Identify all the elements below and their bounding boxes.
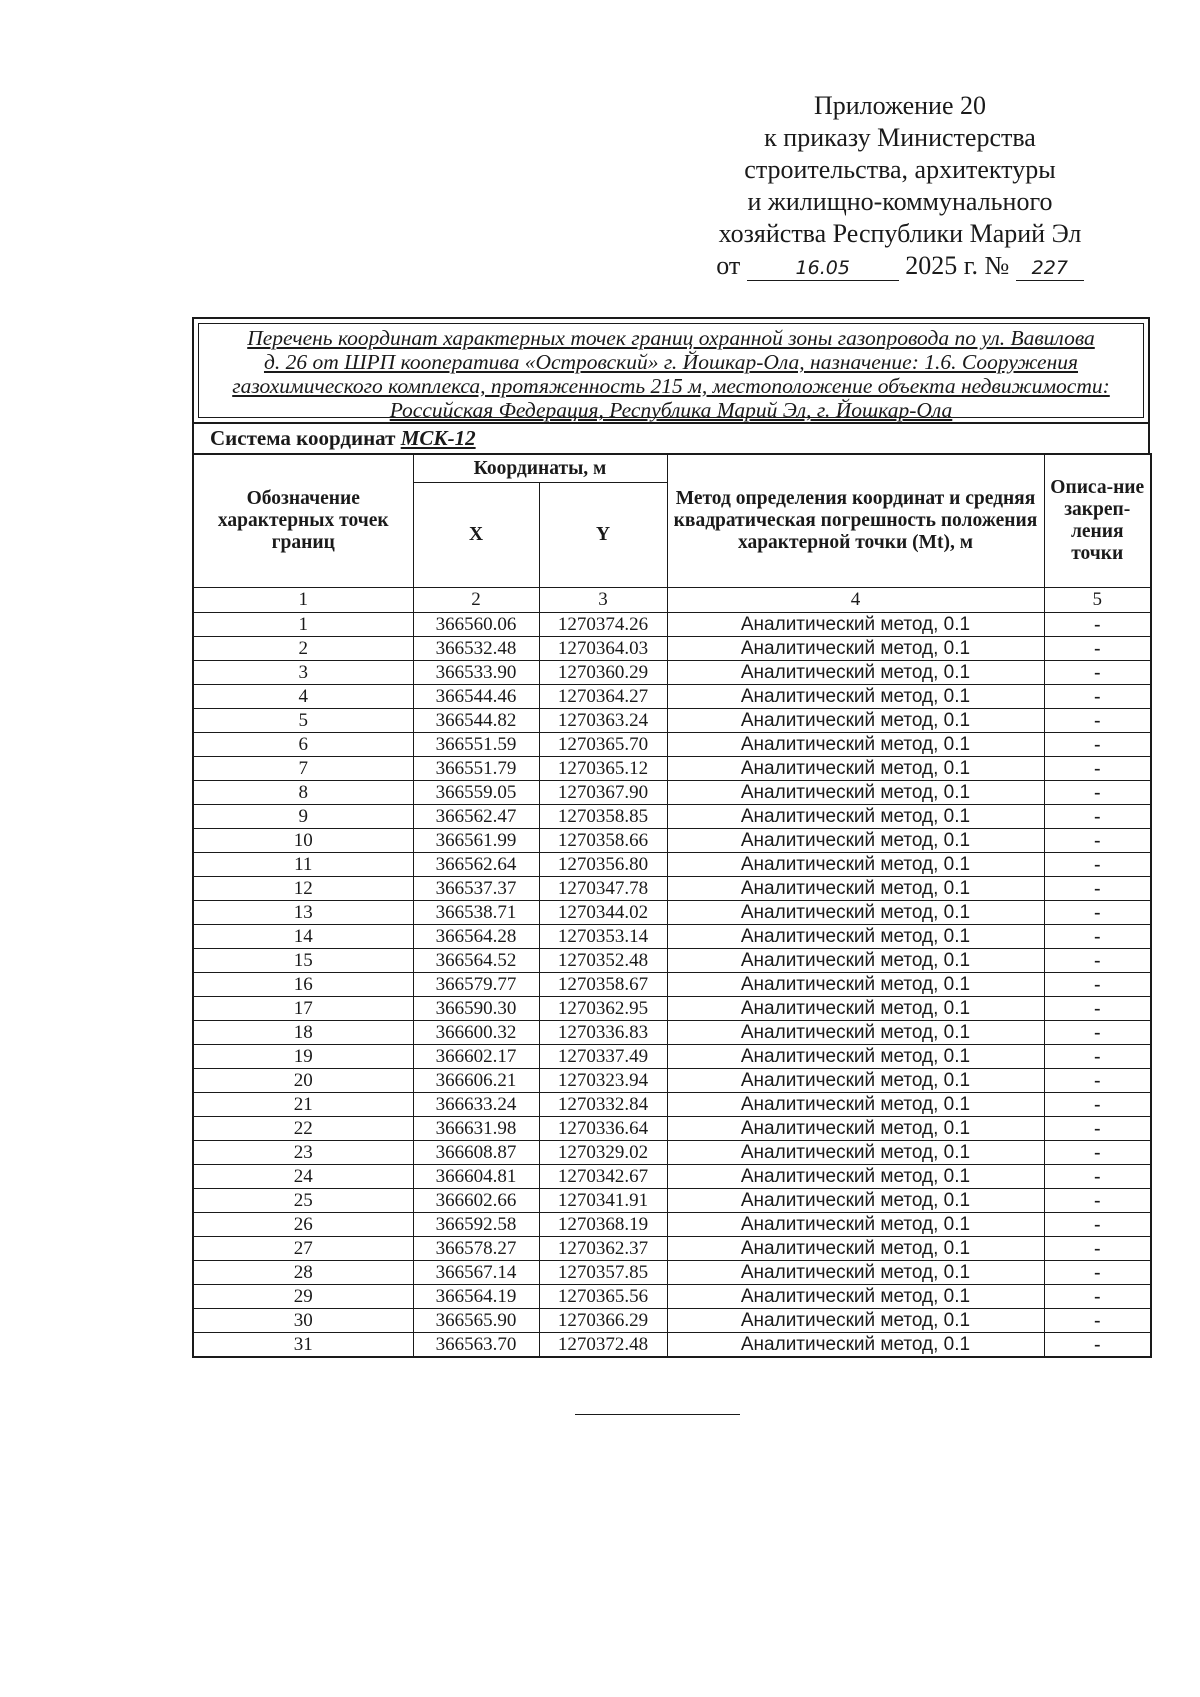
cell-x: 366559.05 [413,781,539,805]
cell-method: Аналитический метод, 0.1 [667,661,1044,685]
table-row [193,901,1151,925]
cell-x: 366604.81 [413,1165,539,1189]
cell-x: 366551.79 [413,757,539,781]
column-number: 3 [539,588,667,613]
table-row [193,949,1151,973]
cell-y: 1270329.02 [539,1141,667,1165]
cell-point: 14 [193,925,413,949]
header-coordinates: Координаты, м [413,454,667,483]
cell-y: 1270367.90 [539,781,667,805]
cell-point: 15 [193,949,413,973]
cell-method: Аналитический метод, 0.1 [667,1237,1044,1261]
table-row [193,1045,1151,1069]
order-line: к приказу Министерства [764,123,1036,152]
cell-method: Аналитический метод, 0.1 [667,805,1044,829]
cell-description: - [1044,829,1151,853]
cell-y: 1270337.49 [539,1045,667,1069]
cell-description: - [1044,1189,1151,1213]
cell-x: 366537.37 [413,877,539,901]
cell-y: 1270374.26 [539,613,667,637]
table-row [193,853,1151,877]
cell-method: Аналитический метод, 0.1 [667,1021,1044,1045]
cell-method: Аналитический метод, 0.1 [667,877,1044,901]
cell-y: 1270344.02 [539,901,667,925]
cell-x: 366551.59 [413,733,539,757]
cell-y: 1270323.94 [539,1069,667,1093]
ministry-line-3: хозяйства Республики Марий Эл [718,219,1082,248]
cell-x: 366565.90 [413,1309,539,1333]
cell-x: 366562.47 [413,805,539,829]
table-row [193,757,1151,781]
table-row [193,661,1151,685]
cell-description: - [1044,1117,1151,1141]
cell-x: 366538.71 [413,901,539,925]
header-point-designation: Обозначение характерных точек границ [193,454,413,588]
cell-description: - [1044,997,1151,1021]
table-row [193,1213,1151,1237]
table-row [193,997,1151,1021]
cell-description: - [1044,1309,1151,1333]
table-row [193,1333,1151,1358]
cell-point: 19 [193,1045,413,1069]
cell-method: Аналитический метод, 0.1 [667,1261,1044,1285]
cell-method: Аналитический метод, 0.1 [667,925,1044,949]
cell-point: 6 [193,733,413,757]
cell-point: 21 [193,1093,413,1117]
cell-x: 366562.64 [413,853,539,877]
cell-point: 8 [193,781,413,805]
header-x: X [413,483,539,588]
cell-method: Аналитический метод, 0.1 [667,1309,1044,1333]
year-label: 2025 г. № [905,251,1010,280]
cell-description: - [1044,1093,1151,1117]
coordinate-system-label: Система координат [210,426,396,450]
cell-method: Аналитический метод, 0.1 [667,637,1044,661]
cell-y: 1270365.56 [539,1285,667,1309]
cell-method: Аналитический метод, 0.1 [667,757,1044,781]
table-row [193,1165,1151,1189]
cell-y: 1270353.14 [539,925,667,949]
cell-y: 1270342.67 [539,1165,667,1189]
cell-description: - [1044,877,1151,901]
cell-y: 1270360.29 [539,661,667,685]
table-row [193,1069,1151,1093]
cell-y: 1270341.91 [539,1189,667,1213]
cell-description: - [1044,1213,1151,1237]
title-line-3: газохимического комплекса, протяженность 215 м, местоположение объекта недвижимости: [232,374,1110,398]
table-row [193,1189,1151,1213]
cell-point: 26 [193,1213,413,1237]
cell-y: 1270347.78 [539,877,667,901]
cell-y: 1270362.37 [539,1237,667,1261]
cell-method: Аналитический метод, 0.1 [667,685,1044,709]
end-divider [575,1414,740,1415]
cell-y: 1270364.27 [539,685,667,709]
cell-method: Аналитический метод, 0.1 [667,949,1044,973]
cell-description: - [1044,733,1151,757]
column-number: 2 [413,588,539,613]
table-row [193,877,1151,901]
order-date-line [690,250,1110,282]
coordinate-system-row [192,424,1150,453]
table-row [193,1285,1151,1309]
table-row [193,925,1151,949]
table-row [193,637,1151,661]
cell-y: 1270358.67 [539,973,667,997]
cell-description: - [1044,1021,1151,1045]
cell-method: Аналитический метод, 0.1 [667,1213,1044,1237]
cell-method: Аналитический метод, 0.1 [667,1093,1044,1117]
table-row [193,1021,1151,1045]
cell-y: 1270332.84 [539,1093,667,1117]
cell-description: - [1044,1069,1151,1093]
cell-description: - [1044,1165,1151,1189]
cell-description: - [1044,901,1151,925]
cell-method: Аналитический метод, 0.1 [667,1189,1044,1213]
cell-description: - [1044,925,1151,949]
ministry-line-2: и жилищно-коммунального [747,187,1053,216]
table-row [193,781,1151,805]
cell-x: 366564.52 [413,949,539,973]
cell-method: Аналитический метод, 0.1 [667,829,1044,853]
cell-y: 1270366.29 [539,1309,667,1333]
cell-point: 2 [193,637,413,661]
cell-x: 366560.06 [413,613,539,637]
cell-description: - [1044,661,1151,685]
cell-point: 17 [193,997,413,1021]
table-row [193,1117,1151,1141]
cell-x: 366533.90 [413,661,539,685]
cell-y: 1270365.12 [539,757,667,781]
table-row [193,1093,1151,1117]
cell-x: 366561.99 [413,829,539,853]
cell-y: 1270336.83 [539,1021,667,1045]
cell-description: - [1044,1237,1151,1261]
cell-x: 366544.82 [413,709,539,733]
cell-method: Аналитический метод, 0.1 [667,1285,1044,1309]
cell-method: Аналитический метод, 0.1 [667,1165,1044,1189]
order-date-handwritten: 16.05 [747,256,899,281]
cell-point: 23 [193,1141,413,1165]
cell-point: 30 [193,1309,413,1333]
cell-method: Аналитический метод, 0.1 [667,613,1044,637]
cell-description: - [1044,613,1151,637]
column-number: 5 [1044,588,1151,613]
cell-description: - [1044,853,1151,877]
cell-description: - [1044,1141,1151,1165]
cell-method: Аналитический метод, 0.1 [667,1333,1044,1358]
cell-point: 12 [193,877,413,901]
table-row [193,1309,1151,1333]
cell-point: 27 [193,1237,413,1261]
document-title [198,323,1144,422]
cell-method: Аналитический метод, 0.1 [667,997,1044,1021]
cell-y: 1270363.24 [539,709,667,733]
cell-description: - [1044,1261,1151,1285]
cell-description: - [1044,781,1151,805]
cell-x: 366602.17 [413,1045,539,1069]
table-row [193,685,1151,709]
cell-point: 22 [193,1117,413,1141]
cell-point: 7 [193,757,413,781]
cell-point: 3 [193,661,413,685]
cell-description: - [1044,973,1151,997]
cell-point: 9 [193,805,413,829]
cell-x: 366567.14 [413,1261,539,1285]
cell-y: 1270364.03 [539,637,667,661]
coordinate-system-value: МСК-12 [400,426,476,450]
header-method: Метод определения координат и средняя квадратическая погрешность положения характерной точки (Mt), м [667,454,1044,588]
cell-x: 366608.87 [413,1141,539,1165]
cell-method: Аналитический метод, 0.1 [667,733,1044,757]
cell-x: 366606.21 [413,1069,539,1093]
column-number: 4 [667,588,1044,613]
from-label: от [716,251,741,280]
cell-point: 25 [193,1189,413,1213]
cell-point: 5 [193,709,413,733]
cell-description: - [1044,1285,1151,1309]
cell-y: 1270365.70 [539,733,667,757]
cell-method: Аналитический метод, 0.1 [667,1069,1044,1093]
title-line-4: Российская Федерация, Республика Марий Эл, г. Йошкар-Ола [389,398,953,422]
cell-description: - [1044,805,1151,829]
cell-x: 366563.70 [413,1333,539,1358]
cell-x: 366578.27 [413,1237,539,1261]
cell-x: 366631.98 [413,1117,539,1141]
cell-point: 4 [193,685,413,709]
cell-x: 366590.30 [413,997,539,1021]
cell-description: - [1044,637,1151,661]
coordinates-table [192,453,1152,1358]
cell-x: 366592.58 [413,1213,539,1237]
cell-y: 1270358.66 [539,829,667,853]
cell-point: 28 [193,1261,413,1285]
cell-point: 29 [193,1285,413,1309]
cell-description: - [1044,1333,1151,1358]
cell-point: 13 [193,901,413,925]
cell-point: 31 [193,1333,413,1358]
cell-y: 1270358.85 [539,805,667,829]
cell-method: Аналитический метод, 0.1 [667,709,1044,733]
table-row [193,829,1151,853]
ministry-line-1: строительства, архитектуры [744,155,1056,184]
cell-x: 366602.66 [413,1189,539,1213]
cell-description: - [1044,949,1151,973]
cell-y: 1270336.64 [539,1117,667,1141]
cell-y: 1270362.95 [539,997,667,1021]
cell-x: 366564.19 [413,1285,539,1309]
cell-y: 1270356.80 [539,853,667,877]
cell-method: Аналитический метод, 0.1 [667,901,1044,925]
table-row [193,1261,1151,1285]
cell-method: Аналитический метод, 0.1 [667,1045,1044,1069]
appendix-title: Приложение 20 [813,91,987,120]
cell-description: - [1044,709,1151,733]
cell-method: Аналитический метод, 0.1 [667,1117,1044,1141]
cell-point: 16 [193,973,413,997]
appendix-header [690,90,1110,282]
table-row [193,1237,1151,1261]
cell-x: 366564.28 [413,925,539,949]
cell-point: 24 [193,1165,413,1189]
cell-description: - [1044,757,1151,781]
column-numbers-row [193,588,1151,613]
table-row [193,613,1151,637]
order-number-handwritten: 227 [1016,256,1084,281]
document-title-box [192,317,1150,424]
title-line-2: д. 26 от ШРП кооператива «Островский» г. Йошкар-Ола, назначение: 1.6. Сооружения [263,350,1079,374]
cell-y: 1270372.48 [539,1333,667,1358]
table-row [193,709,1151,733]
cell-method: Аналитический метод, 0.1 [667,973,1044,997]
cell-x: 366532.48 [413,637,539,661]
cell-x: 366544.46 [413,685,539,709]
header-y: Y [539,483,667,588]
cell-y: 1270357.85 [539,1261,667,1285]
cell-x: 366633.24 [413,1093,539,1117]
cell-point: 18 [193,1021,413,1045]
table-row [193,1141,1151,1165]
cell-x: 366579.77 [413,973,539,997]
cell-y: 1270352.48 [539,949,667,973]
cell-point: 10 [193,829,413,853]
table-row [193,805,1151,829]
table-row [193,973,1151,997]
cell-description: - [1044,1045,1151,1069]
column-number: 1 [193,588,413,613]
cell-method: Аналитический метод, 0.1 [667,1141,1044,1165]
cell-point: 20 [193,1069,413,1093]
cell-method: Аналитический метод, 0.1 [667,781,1044,805]
table-row [193,733,1151,757]
cell-point: 11 [193,853,413,877]
title-line-1: Перечень координат характерных точек границ охранной зоны газопровода по ул. Вавилова [247,326,1095,350]
cell-x: 366600.32 [413,1021,539,1045]
cell-point: 1 [193,613,413,637]
header-description: Описа-ние закреп-ления точки [1044,454,1151,588]
cell-method: Аналитический метод, 0.1 [667,853,1044,877]
cell-description: - [1044,685,1151,709]
cell-y: 1270368.19 [539,1213,667,1237]
